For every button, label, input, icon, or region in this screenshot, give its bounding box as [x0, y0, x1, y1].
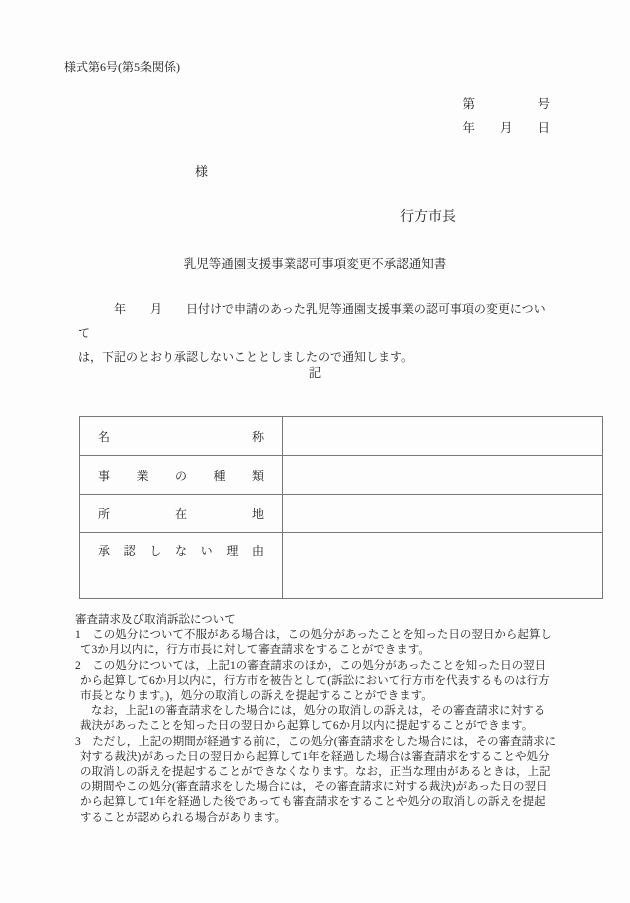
refusal-reason-label: 承認しない理由: [80, 533, 283, 599]
sender-name: 行方市長: [400, 210, 456, 225]
notice-table: [79, 416, 603, 599]
note-line: て3か月以内に，行方市長に対して審査請求をすることができます。: [80, 644, 430, 657]
addressee-honorific: 様: [195, 164, 209, 179]
business-type-value-cell: [283, 456, 603, 495]
refusal-reason-value-cell: [283, 533, 603, 599]
note-line: 2 この処分については，上記1の審査請求のほか，この処分があったことを知った日の翌日: [75, 659, 547, 672]
body-line: は，下記のとおり承認しないこととしましたので通知します。: [78, 350, 414, 364]
document-title: 乳児等通園支援事業認可事項変更不承認通知書: [183, 257, 447, 271]
note-line: 3 ただし，上記の期間が経過する前に，この処分(審査請求をした場合には，その審査請求に: [75, 735, 557, 748]
location-value-cell: [283, 495, 603, 533]
business-type-label: 事業の種類: [80, 456, 283, 495]
note-line: なお，上記1の審査請求をした場合には，処分の取消しの訴えは，その審査請求に対する: [91, 705, 546, 718]
form-number: 様式第6号(第5条関係): [64, 60, 180, 74]
note-line: 市長となります。)，処分の取消しの訴えを提起することができます。: [80, 690, 433, 703]
table-row: [80, 456, 603, 495]
table-row: [80, 533, 603, 599]
note-line: から起算して6か月以内に，行方市を被告として(訴訟において行方市を代表するものは行方: [80, 674, 550, 687]
appeal-notes-heading: 審査請求及び取消訴訟について: [75, 614, 236, 626]
body-paragraph: [78, 297, 556, 369]
table-row: [80, 417, 603, 456]
location-label: 所在地: [80, 495, 283, 533]
note-line: から起算して1年を経過した後であっても審査請求をすることや処分の取消しの訴えを提起: [80, 796, 546, 809]
date-blank: 年 月 日: [462, 121, 550, 135]
note-line: することが認められる場合があります。: [80, 811, 287, 824]
name-value-cell: [283, 417, 603, 456]
appeal-notes: [75, 613, 557, 826]
record-marker: 記: [308, 366, 322, 380]
table-row: [80, 495, 603, 533]
note-line: 1 この処分について不服がある場合は，この処分があったことを知った日の翌日から起算し: [75, 629, 552, 642]
note-line: の取消しの訴えを提起することができなくなります。なお，正当な理由があるときは，上記: [80, 766, 551, 779]
note-line: 対する裁決)があった日の翌日から起算して1年を経過した場合は審査請求をすることや処分: [80, 750, 550, 763]
name-label: 名称: [80, 417, 283, 456]
body-line: 年 月 日付けで申請のあった乳児等通園支援事業の認可事項の変更について: [78, 302, 546, 340]
document-number-blank: 第 号: [462, 97, 550, 111]
note-line: 裁決があったことを知った日の翌日から起算して6か月以内に提起することができます。: [80, 720, 534, 733]
note-line: の期間やこの処分(審査請求をした場合には，その審査請求に対する裁決)があった日の翌日: [80, 781, 548, 794]
